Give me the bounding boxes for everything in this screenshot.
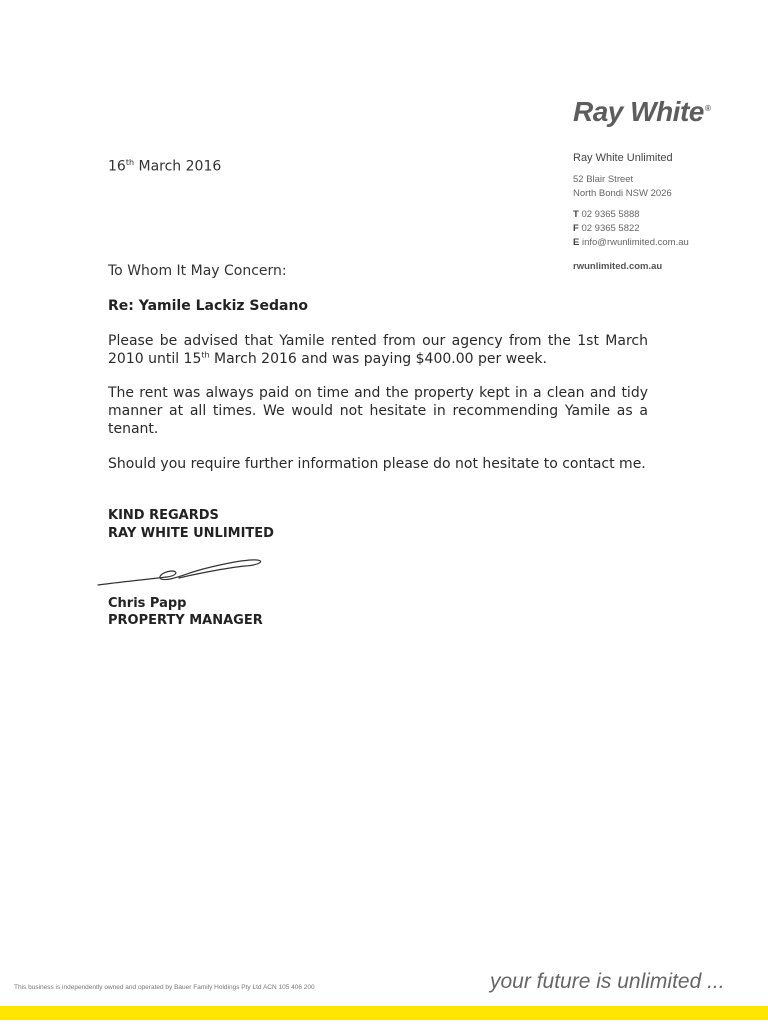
paragraph-1-text-b: March 2016 and was paying $400.00 per week. <box>209 351 547 367</box>
paragraph-2: The rent was always paid on time and the property kept in a clean and tidy manner at all times. We would not hesitate in recommending Yamile as a tenant. <box>108 385 648 437</box>
ray-white-logo <box>573 96 710 128</box>
paragraph-1 <box>108 332 648 368</box>
closing-company: RAY WHITE UNLIMITED <box>108 526 274 541</box>
footer-tagline: your future is unlimited ... <box>490 970 725 993</box>
email-line <box>573 236 689 250</box>
date-month-year: March 2016 <box>134 158 222 175</box>
footer-disclaimer: This business is independently owned and operated by Bauer Family Holdings Pty Ltd ACN 105 406 200 <box>14 984 315 991</box>
address-line-2: North Bondi NSW 2026 <box>573 188 672 199</box>
paragraph-1-sup: th <box>201 350 210 360</box>
phone-prefix: T <box>573 209 579 220</box>
address-line-1: 52 Blair Street <box>573 174 634 185</box>
email-address: info@rwunlimited.com.au <box>581 237 689 248</box>
closing-regards: KIND REGARDS <box>108 508 219 523</box>
phone-number: 02 9365 5888 <box>581 209 640 220</box>
letter-date <box>108 158 221 175</box>
footer-yellow-bar <box>0 1006 768 1020</box>
signer-name: Chris Papp <box>108 596 187 611</box>
date-day: 16 <box>108 158 126 175</box>
signer-title: PROPERTY MANAGER <box>108 613 263 628</box>
phone-line <box>573 208 640 222</box>
email-prefix: E <box>573 237 580 248</box>
fax-number: 02 9365 5822 <box>581 223 640 234</box>
paragraph-1-text-a: Please be advised that Yamile rented from our agency from the 1st March 2010 until 15 <box>108 333 648 367</box>
date-suffix: th <box>125 158 135 167</box>
fax-prefix: F <box>573 223 579 234</box>
subject-line: Re: Yamile Lackiz Sedano <box>108 298 309 314</box>
company-name: Ray White Unlimited <box>573 152 673 164</box>
paragraph-3: Should you require further information please do not hesitate to contact me. <box>108 456 646 472</box>
fax-line <box>573 222 640 236</box>
registered-mark: ® <box>704 103 711 113</box>
website-link: rwunlimited.com.au <box>573 261 663 272</box>
logo-text: Ray White <box>573 96 704 127</box>
signature <box>95 552 275 592</box>
greeting: To Whom It May Concern: <box>108 263 287 279</box>
